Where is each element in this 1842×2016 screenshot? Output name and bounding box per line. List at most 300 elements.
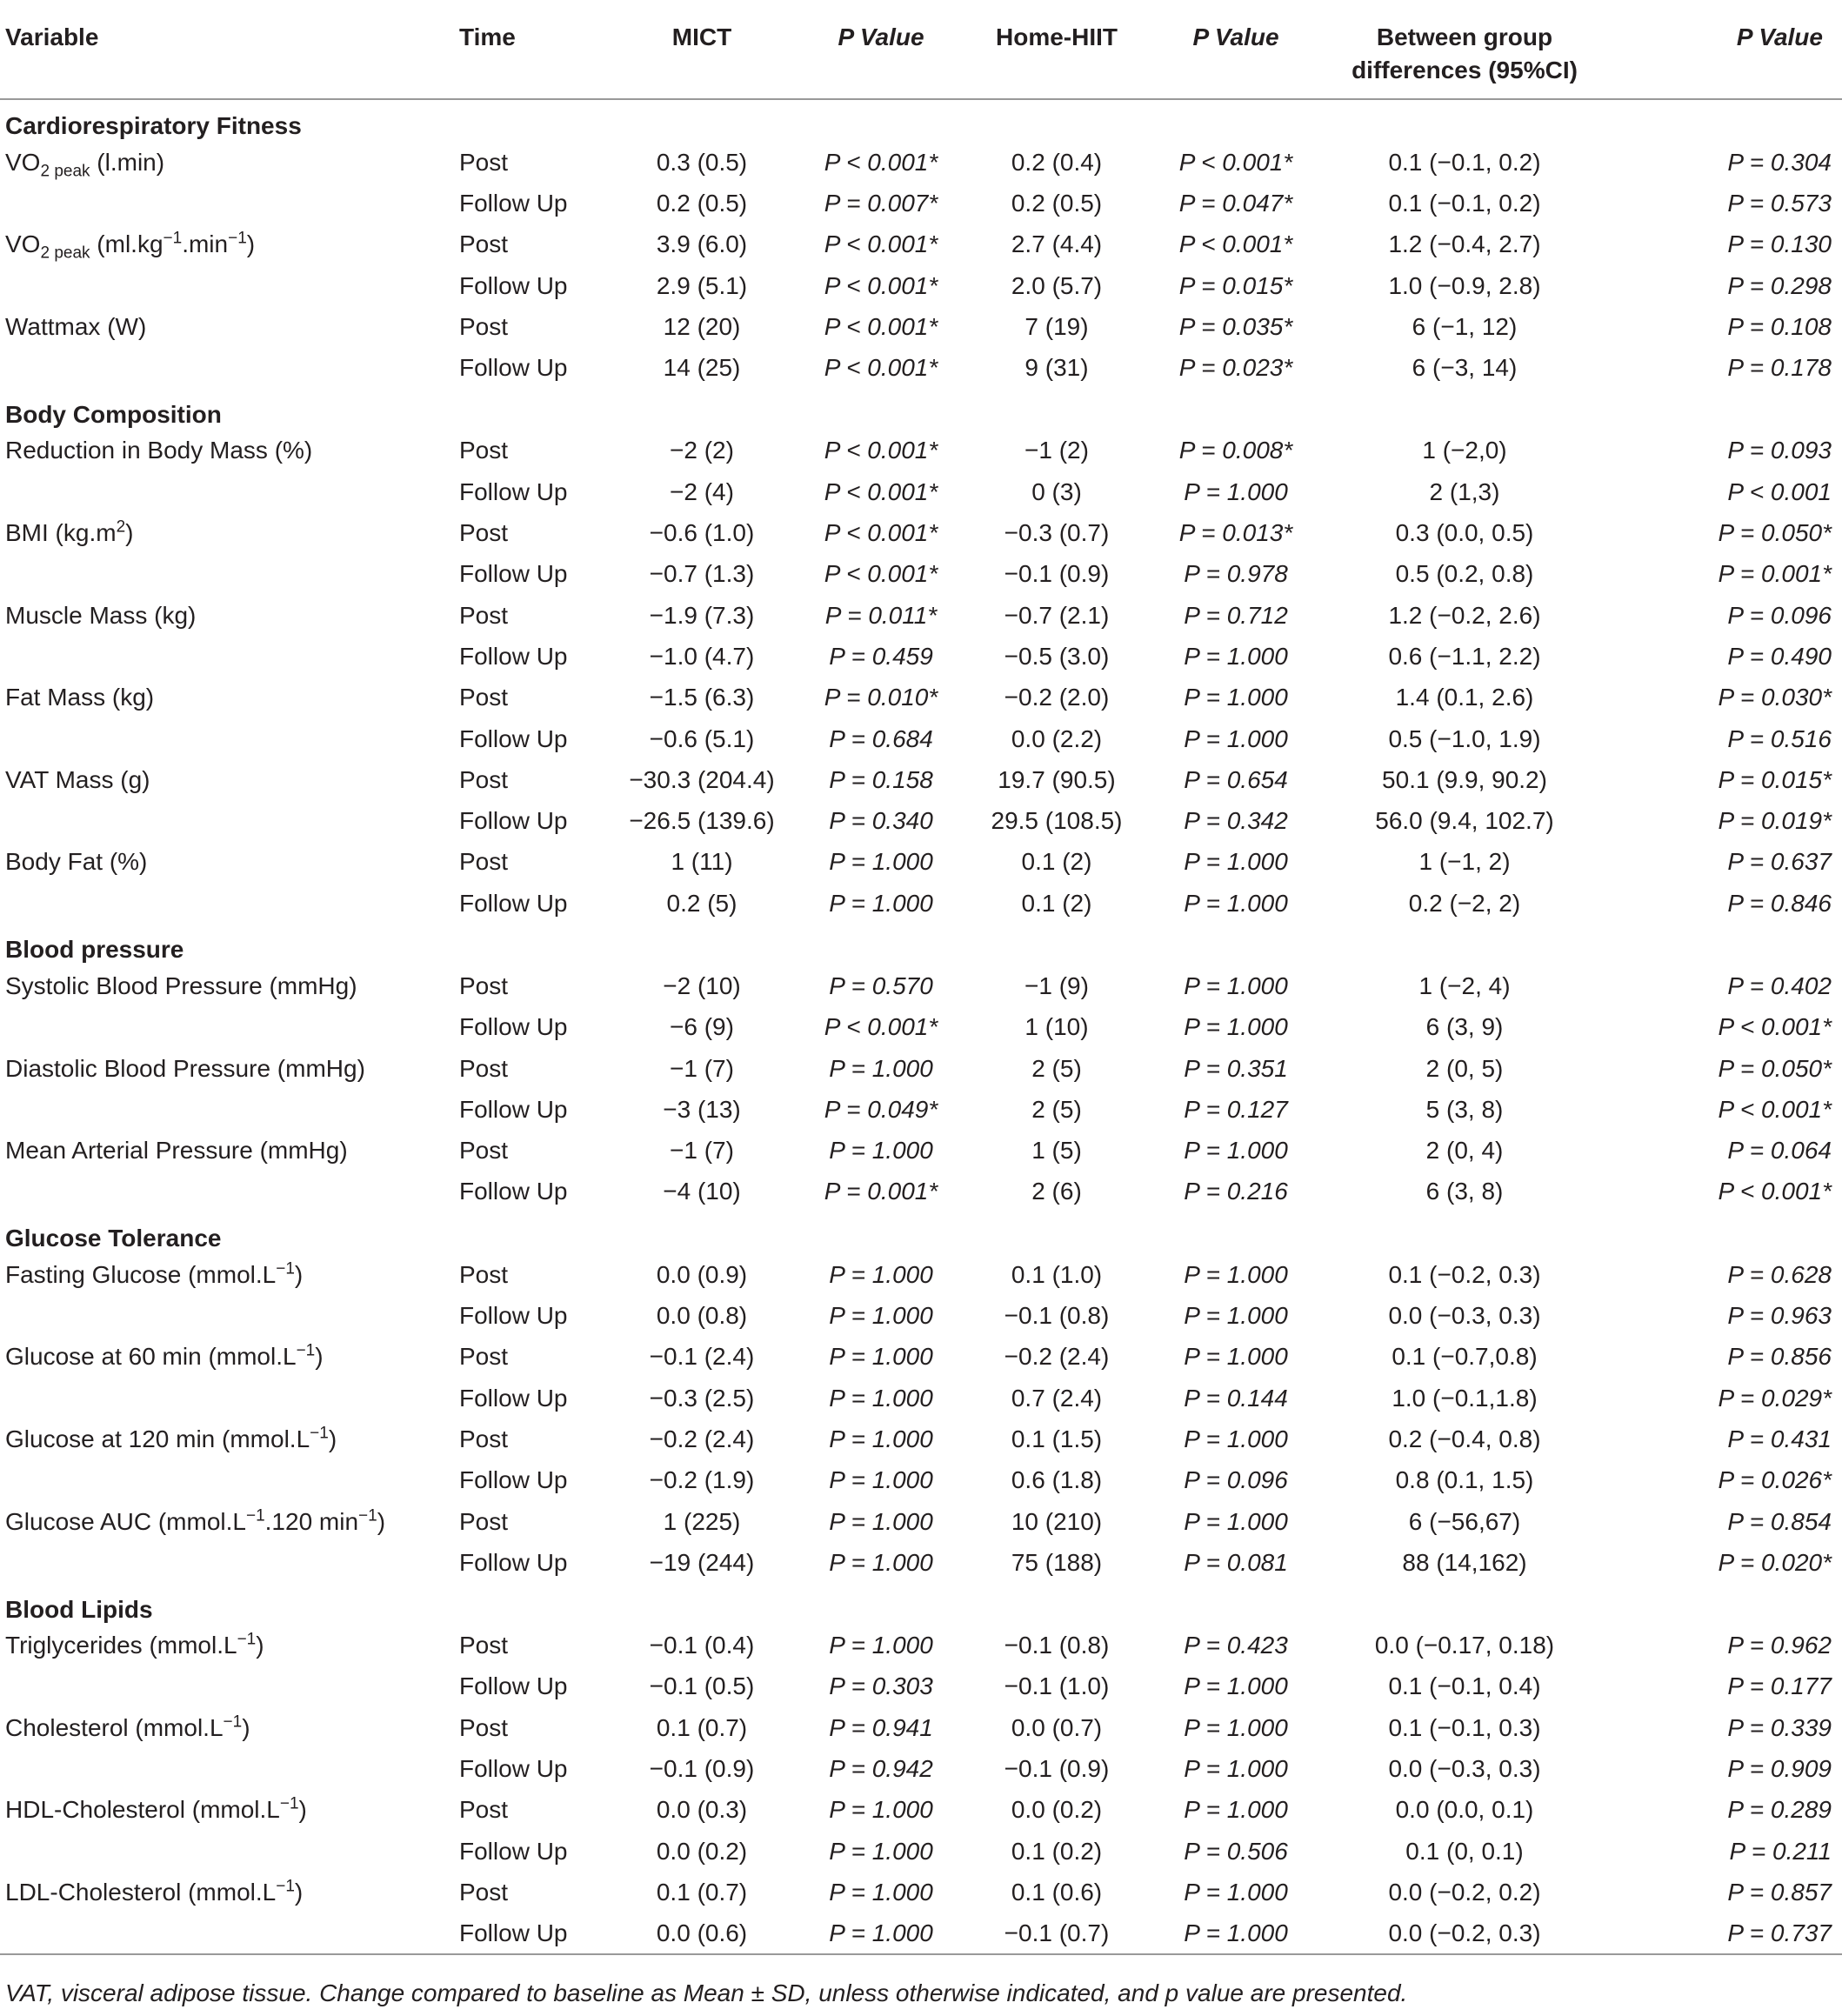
time-cell: Follow Up [459, 1013, 568, 1041]
hiit-cell: 0.1 (0.2) [1011, 1837, 1103, 1865]
mict-cell: −0.3 (2.5) [649, 1384, 755, 1412]
between-cell: 1.0 (−0.9, 2.8) [1388, 271, 1541, 299]
between-p-cell: P = 0.854 [1727, 1507, 1832, 1535]
variable-superscript: 2 [116, 517, 126, 537]
mict-p-cell: P = 1.000 [829, 1548, 933, 1576]
hiit-cell: 0.0 (0.7) [1011, 1713, 1103, 1741]
between-cell: 0.1 (−0.1, 0.2) [1388, 148, 1541, 176]
table-row [0, 1790, 1842, 1831]
hiit-cell: −0.2 (2.4) [1004, 1343, 1110, 1371]
section-title: Glucose Tolerance [5, 1225, 222, 1252]
between-cell: 2 (0, 5) [1425, 1054, 1504, 1082]
mict-cell: −0.1 (2.4) [649, 1343, 755, 1371]
variable-unit-tail: ) [125, 519, 134, 547]
mict-cell: 3.9 (6.0) [656, 230, 748, 258]
mict-cell: −2 (4) [670, 477, 734, 505]
variable-cell [0, 1337, 459, 1378]
hiit-cell: 0.1 (2) [1021, 848, 1092, 876]
table-row [0, 1089, 1842, 1130]
hiit-cell: 0.7 (2.4) [1011, 1384, 1103, 1412]
variable-cell [0, 842, 459, 883]
hiit-cell: 2 (5) [1031, 1095, 1082, 1123]
hiit-cell: −0.7 (2.1) [1004, 601, 1110, 629]
variable-name: Systolic Blood Pressure (mmHg) [5, 971, 357, 999]
variable-superscript: −1 [163, 229, 183, 248]
variable-cell [0, 1378, 459, 1419]
time-cell: Follow Up [459, 1755, 568, 1783]
mict-p-cell: P = 1.000 [829, 1796, 933, 1824]
between-cell: 0.0 (0.0, 0.1) [1395, 1796, 1534, 1824]
variable-cell [0, 1748, 459, 1789]
variable-superscript: −1 [276, 1259, 295, 1278]
variable-name: BMI (kg.m [5, 519, 117, 547]
variable-name: Diastolic Blood Pressure (mmHg) [5, 1054, 365, 1082]
between-cell: 88 (14,162) [1402, 1548, 1527, 1576]
time-cell: Follow Up [459, 1384, 568, 1412]
hiit-cell: 0 (3) [1031, 477, 1082, 505]
table-row [0, 1831, 1842, 1872]
mict-p-cell: P = 1.000 [829, 1384, 933, 1412]
mict-cell: −1 (7) [670, 1054, 734, 1082]
table-row [0, 183, 1842, 224]
variable-unit-mid: .120 min [264, 1507, 359, 1535]
hiit-cell: −0.2 (2.0) [1004, 684, 1110, 711]
between-cell: 1 (−2,0) [1422, 437, 1507, 464]
header-p-between: P Value [1600, 5, 1842, 99]
mict-p-cell: P = 0.049* [824, 1095, 938, 1123]
time-cell: Follow Up [459, 724, 568, 752]
time-cell: Follow Up [459, 1837, 568, 1865]
variable-subscript: 2 peak [40, 162, 90, 181]
hiit-p-cell: P = 1.000 [1184, 889, 1288, 917]
variable-unit-mid: .min [182, 230, 229, 258]
time-cell: Post [459, 1054, 509, 1082]
hiit-cell: 2 (5) [1031, 1054, 1082, 1082]
mict-cell: −26.5 (139.6) [629, 807, 775, 835]
table-row [0, 759, 1842, 800]
hiit-p-cell: P = 0.013* [1178, 519, 1293, 547]
variable-cell [0, 1542, 459, 1583]
mict-cell: −0.2 (2.4) [649, 1425, 755, 1452]
mict-cell: −2 (2) [670, 437, 734, 464]
table-row [0, 1378, 1842, 1419]
variable-cell [0, 759, 459, 800]
section-row [0, 1584, 1842, 1625]
header-variable: Variable [0, 5, 459, 99]
variable-name: Triglycerides (mmol.L [5, 1632, 237, 1659]
between-cell: 1.4 (0.1, 2.6) [1395, 684, 1534, 711]
mict-cell: −0.1 (0.9) [649, 1755, 755, 1783]
hiit-cell: 2 (6) [1031, 1178, 1082, 1205]
section-row [0, 99, 1842, 142]
mict-cell: −0.6 (1.0) [649, 519, 755, 547]
between-p-cell: P = 0.737 [1600, 1913, 1842, 1954]
table-row [0, 1172, 1842, 1212]
between-p-cell: P < 0.001* [1718, 1178, 1832, 1205]
hiit-cell: 75 (188) [1011, 1548, 1103, 1576]
time-cell: Follow Up [459, 189, 568, 217]
table-row [0, 1460, 1842, 1501]
variable-cell [0, 1913, 459, 1954]
variable-cell [0, 636, 459, 677]
table-row [0, 1048, 1842, 1089]
between-cell: 50.1 (9.9, 90.2) [1382, 765, 1547, 793]
mict-p-cell: P < 0.001* [824, 230, 938, 258]
between-p-cell: P < 0.001* [1718, 1013, 1832, 1041]
variable-name: Reduction in Body Mass (%) [5, 437, 313, 464]
mict-p-cell: P < 0.001* [824, 1013, 938, 1041]
mict-cell: −3 (13) [663, 1095, 741, 1123]
between-cell: 0.0 (−0.3, 0.3) [1388, 1755, 1541, 1783]
hiit-cell: 0.1 (2) [1021, 889, 1092, 917]
hiit-p-cell: P = 1.000 [1184, 1137, 1288, 1165]
hiit-cell: −0.5 (3.0) [1004, 642, 1110, 670]
between-p-cell: P = 0.050* [1718, 1054, 1832, 1082]
mict-cell: 0.2 (0.5) [656, 189, 748, 217]
hiit-cell: 2.7 (4.4) [1011, 230, 1103, 258]
between-p-cell: P = 0.963 [1727, 1302, 1832, 1330]
between-cell: 0.0 (−0.2, 0.2) [1388, 1878, 1541, 1906]
hiit-p-cell: P = 0.015* [1178, 271, 1293, 299]
mict-cell: −30.3 (204.4) [629, 765, 775, 793]
between-p-cell: P = 0.857 [1727, 1878, 1832, 1906]
mict-cell: 0.3 (0.5) [656, 148, 748, 176]
section-title: Body Composition [5, 400, 222, 428]
variable-name: Wattmax (W) [5, 312, 147, 340]
time-cell: Post [459, 1137, 509, 1165]
between-cell: 6 (−1, 12) [1412, 312, 1518, 340]
mict-p-cell: P = 0.158 [829, 765, 933, 793]
time-cell: Post [459, 519, 509, 547]
mict-cell: 0.1 (0.7) [656, 1878, 748, 1906]
hiit-cell: 0.1 (1.0) [1011, 1260, 1103, 1288]
table-row [0, 1748, 1842, 1789]
variable-cell [0, 1048, 459, 1089]
mict-p-cell: P = 1.000 [829, 1137, 933, 1165]
hiit-p-cell: P = 1.000 [1184, 684, 1288, 711]
time-cell: Post [459, 1713, 509, 1741]
between-cell: 1.2 (−0.4, 2.7) [1388, 230, 1541, 258]
variable-superscript: −1 [358, 1506, 377, 1525]
mict-p-cell: P = 1.000 [829, 1837, 933, 1865]
time-cell: Follow Up [459, 1466, 568, 1494]
hiit-p-cell: P = 0.506 [1184, 1837, 1288, 1865]
between-p-cell: P = 0.856 [1727, 1343, 1832, 1371]
variable-unit: (ml.kg [90, 230, 164, 258]
hiit-cell: 9 (31) [1024, 354, 1089, 382]
hiit-cell: 1 (5) [1031, 1137, 1082, 1165]
hiit-p-cell: P = 1.000 [1184, 1343, 1288, 1371]
variable-name: Fat Mass (kg) [5, 684, 155, 711]
hiit-cell: −0.1 (0.9) [1004, 560, 1110, 588]
time-cell: Follow Up [459, 271, 568, 299]
variable-cell [0, 1790, 459, 1831]
variable-cell [0, 1295, 459, 1336]
table-row [0, 965, 1842, 1006]
mict-p-cell: P = 0.001* [824, 1178, 938, 1205]
table-row [0, 347, 1842, 388]
between-cell: 2 (1,3) [1429, 477, 1500, 505]
between-cell: 56.0 (9.4, 102.7) [1375, 807, 1554, 835]
hiit-cell: 1 (10) [1024, 1013, 1089, 1041]
mict-cell: 0.0 (0.2) [656, 1837, 748, 1865]
between-cell: 0.5 (0.2, 0.8) [1395, 560, 1534, 588]
variable-cell [0, 265, 459, 306]
between-p-cell: P = 0.846 [1727, 889, 1832, 917]
variable-cell [0, 512, 459, 553]
header-time: Time [459, 5, 612, 99]
variable-cell [0, 1460, 459, 1501]
table-row [0, 471, 1842, 512]
between-p-cell: P = 0.026* [1718, 1466, 1832, 1494]
variable-cell [0, 1131, 459, 1172]
variable-cell [0, 183, 459, 224]
between-cell: 0.1 (−0.1, 0.3) [1388, 1713, 1541, 1741]
mict-cell: 0.0 (0.6) [612, 1913, 791, 1954]
mict-cell: −0.7 (1.3) [649, 560, 755, 588]
hiit-p-cell: P = 0.008* [1178, 437, 1293, 464]
mict-p-cell: P = 1.000 [829, 1260, 933, 1288]
hiit-p-cell: P = 1.000 [1184, 1878, 1288, 1906]
time-cell: Follow Up [459, 354, 568, 382]
mict-p-cell: P < 0.001* [824, 437, 938, 464]
mict-cell: 0.0 (0.3) [656, 1796, 748, 1824]
variable-unit-tail: ) [242, 1713, 250, 1741]
hiit-cell: 10 (210) [1011, 1507, 1103, 1535]
mict-p-cell: P = 0.684 [829, 724, 933, 752]
variable-cell [0, 1254, 459, 1295]
hiit-p-cell: P = 1.000 [1143, 1913, 1329, 1954]
variable-subscript: 2 peak [40, 244, 90, 263]
hiit-p-cell: P = 1.000 [1184, 1302, 1288, 1330]
time-cell: Post [459, 230, 509, 258]
variable-superscript: −1 [279, 1795, 299, 1813]
variable-cell [0, 224, 459, 265]
header-p-hiit: P Value [1143, 5, 1329, 99]
header-between-line1: Between group [1376, 23, 1553, 50]
variable-cell [0, 1666, 459, 1707]
mict-cell: −4 (10) [663, 1178, 741, 1205]
between-cell: 0.0 (−0.17, 0.18) [1374, 1632, 1555, 1659]
hiit-p-cell: P = 0.423 [1184, 1632, 1288, 1659]
table-row [0, 1254, 1842, 1295]
mict-p-cell: P = 1.000 [829, 1343, 933, 1371]
hiit-p-cell: P = 1.000 [1184, 642, 1288, 670]
mict-p-cell: P = 1.000 [829, 889, 933, 917]
mict-p-cell: P = 0.340 [829, 807, 933, 835]
variable-name: Glucose AUC (mmol.L [5, 1507, 246, 1535]
between-p-cell: P = 0.211 [1729, 1837, 1832, 1865]
variable-superscript: −1 [223, 1712, 243, 1732]
header-between-line2: differences (95%CI) [1351, 57, 1578, 83]
hiit-p-cell: P = 0.351 [1184, 1054, 1288, 1082]
variable-name: VO [5, 230, 41, 258]
between-cell: 0.3 (0.0, 0.5) [1395, 519, 1534, 547]
between-p-cell: P = 0.516 [1727, 724, 1832, 752]
header-between-group [1329, 5, 1600, 99]
between-p-cell: P = 0.431 [1727, 1425, 1832, 1452]
time-cell: Post [459, 601, 509, 629]
mict-p-cell: P < 0.001* [824, 354, 938, 382]
variable-name: LDL-Cholesterol (mmol.L [5, 1878, 277, 1906]
mict-cell: −1 (7) [670, 1137, 734, 1165]
mict-p-cell: P < 0.001* [824, 148, 938, 176]
hiit-cell: 0.1 (1.5) [1011, 1425, 1103, 1452]
between-p-cell: P = 0.304 [1727, 148, 1832, 176]
variable-superscript: −1 [296, 1342, 316, 1361]
hiit-cell: 29.5 (108.5) [991, 807, 1123, 835]
between-p-cell: P = 0.015* [1718, 765, 1832, 793]
mict-p-cell: P = 1.000 [829, 848, 933, 876]
between-p-cell: P = 0.637 [1727, 848, 1832, 876]
hiit-p-cell: P = 1.000 [1184, 1755, 1288, 1783]
between-p-cell: P = 0.093 [1727, 437, 1832, 464]
time-cell: Follow Up [459, 807, 568, 835]
time-cell: Follow Up [459, 477, 568, 505]
mict-cell: −0.6 (5.1) [649, 724, 755, 752]
variable-name: HDL-Cholesterol (mmol.L [5, 1796, 280, 1824]
table-row [0, 1131, 1842, 1172]
header-mict: MICT [612, 5, 791, 99]
between-p-cell: P = 0.402 [1727, 971, 1832, 999]
mict-p-cell: P = 0.941 [829, 1713, 933, 1741]
between-p-cell: P = 0.298 [1727, 271, 1832, 299]
time-cell: Post [459, 848, 509, 876]
hiit-p-cell: P = 1.000 [1184, 724, 1288, 752]
between-cell: 5 (3, 8) [1425, 1095, 1504, 1123]
time-cell: Post [459, 1796, 509, 1824]
header-p-mict: P Value [791, 5, 971, 99]
variable-unit-tail: ) [315, 1343, 324, 1371]
hiit-cell: 19.7 (90.5) [998, 765, 1116, 793]
mict-cell: 0.0 (0.8) [656, 1302, 748, 1330]
time-cell: Follow Up [459, 1302, 568, 1330]
table-row [0, 678, 1842, 718]
between-cell: 6 (3, 9) [1425, 1013, 1504, 1041]
mict-p-cell: P < 0.001* [824, 560, 938, 588]
hiit-p-cell: P = 1.000 [1184, 1672, 1288, 1700]
variable-cell [0, 1831, 459, 1872]
time-cell: Post [459, 971, 509, 999]
variable-cell [0, 965, 459, 1006]
header-row [0, 5, 1842, 99]
variable-superscript: −1 [276, 1877, 295, 1896]
variable-name: Mean Arterial Pressure (mmHg) [5, 1137, 348, 1165]
table-row [0, 142, 1842, 183]
table-row [0, 1913, 1842, 1954]
mict-p-cell: P = 0.459 [829, 642, 933, 670]
table-row [0, 842, 1842, 883]
table-row [0, 800, 1842, 841]
table-row [0, 1542, 1842, 1583]
mict-cell: −1.5 (6.3) [649, 684, 755, 711]
variable-cell [0, 306, 459, 347]
hiit-p-cell: P = 0.035* [1178, 312, 1293, 340]
mict-cell: 0.0 (0.9) [656, 1260, 748, 1288]
hiit-cell: −0.1 (1.0) [1004, 1672, 1110, 1700]
between-cell: 0.2 (−2, 2) [1408, 889, 1521, 917]
variable-cell [0, 554, 459, 595]
time-cell: Follow Up [459, 1178, 568, 1205]
hiit-p-cell: P = 0.712 [1184, 601, 1288, 629]
table-row [0, 718, 1842, 759]
hiit-p-cell: P = 1.000 [1184, 477, 1288, 505]
variable-cell [0, 1501, 459, 1542]
variable-cell [0, 1007, 459, 1048]
hiit-cell: 2.0 (5.7) [1011, 271, 1103, 299]
between-p-cell: P = 0.177 [1727, 1672, 1832, 1700]
hiit-p-cell: P = 1.000 [1184, 1507, 1288, 1535]
mict-p-cell: P < 0.001* [824, 271, 938, 299]
table-row [0, 306, 1842, 347]
time-cell: Post [459, 437, 509, 464]
hiit-cell: 0.6 (1.8) [1011, 1466, 1103, 1494]
between-cell: 6 (−56,67) [1408, 1507, 1521, 1535]
hiit-cell: −0.1 (0.9) [1004, 1755, 1110, 1783]
hiit-cell: −0.1 (0.8) [1004, 1632, 1110, 1659]
variable-superscript: −1 [245, 1506, 265, 1525]
between-p-cell: P = 0.001* [1718, 560, 1832, 588]
table-row [0, 595, 1842, 636]
variable-unit-tail: ) [377, 1507, 386, 1535]
mict-cell: −6 (9) [670, 1013, 734, 1041]
variable-cell [0, 1419, 459, 1459]
mict-p-cell: P = 0.303 [829, 1672, 933, 1700]
hiit-cell: 0.2 (0.5) [1011, 189, 1103, 217]
mict-cell: 1 (225) [663, 1507, 741, 1535]
mict-p-cell: P = 1.000 [791, 1913, 971, 1954]
time-cell: Post [459, 1878, 509, 1906]
hiit-p-cell: P = 1.000 [1184, 1796, 1288, 1824]
variable-cell [0, 595, 459, 636]
table-row [0, 1007, 1842, 1048]
between-p-cell: P = 0.029* [1718, 1384, 1832, 1412]
hiit-cell: −0.3 (0.7) [1004, 519, 1110, 547]
variable-name: Glucose at 120 min (mmol.L [5, 1425, 310, 1452]
hiit-p-cell: P = 1.000 [1184, 1713, 1288, 1741]
between-cell: 1.2 (−0.2, 2.6) [1388, 601, 1541, 629]
hiit-p-cell: P = 0.047* [1178, 189, 1293, 217]
between-p-cell: P = 0.019* [1718, 807, 1832, 835]
between-cell: 0.1 (−0.1, 0.4) [1388, 1672, 1541, 1700]
mict-cell: 0.1 (0.7) [656, 1713, 748, 1741]
mict-cell: −19 (244) [649, 1548, 755, 1576]
hiit-cell: −1 (9) [1024, 971, 1089, 999]
between-cell: 6 (−3, 14) [1412, 354, 1518, 382]
mict-p-cell: P = 0.011* [824, 601, 938, 629]
time-cell: Post [459, 1260, 509, 1288]
table-row [0, 512, 1842, 553]
between-p-cell: P = 0.962 [1727, 1632, 1832, 1659]
table-footnote: VAT, visceral adipose tissue. Change compared to baseline as Mean ± SD, unless otherwise indicated, and p value are presented. [5, 1979, 1408, 2006]
variable-cell [0, 347, 459, 388]
hiit-p-cell: P = 1.000 [1184, 971, 1288, 999]
mict-p-cell: P = 1.000 [829, 1466, 933, 1494]
between-p-cell: P = 0.050* [1718, 519, 1832, 547]
time-cell: Follow Up [459, 1672, 568, 1700]
variable-cell [0, 718, 459, 759]
hiit-p-cell: P = 0.081 [1184, 1548, 1288, 1576]
between-p-cell: P = 0.628 [1727, 1260, 1832, 1288]
time-cell: Follow Up [459, 889, 568, 917]
mict-cell: 2.9 (5.1) [656, 271, 748, 299]
between-p-cell: P = 0.178 [1727, 354, 1832, 382]
variable-cell [0, 1625, 459, 1666]
time-cell: Follow Up [459, 560, 568, 588]
hiit-p-cell: P = 1.000 [1184, 848, 1288, 876]
mict-p-cell: P = 1.000 [829, 1425, 933, 1452]
time-cell: Follow Up [459, 1548, 568, 1576]
